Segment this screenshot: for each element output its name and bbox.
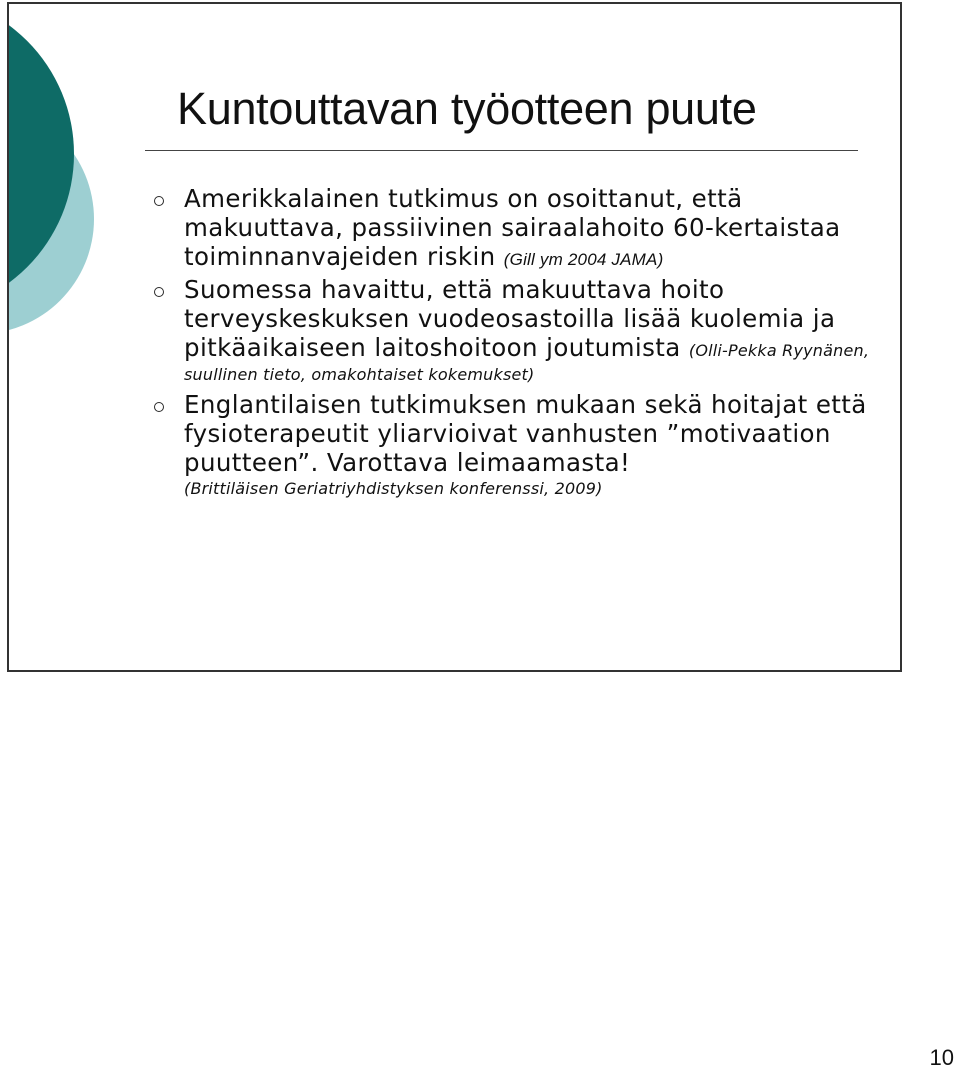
bullet-item <box>154 184 884 272</box>
hollow-circle-bullet-icon <box>154 402 164 412</box>
bullet-item <box>154 390 884 501</box>
bullet-text: Englantilaisen tutkimuksen mukaan sekä hoitajat että fysioterapeutit yliarvioivat vanhusten ”motivaation puutteen”. Varottava leimaamasta! <box>184 390 867 477</box>
bullet-list <box>154 184 884 504</box>
hollow-circle-bullet-icon <box>154 287 164 297</box>
page-number: 10 <box>929 1045 954 1070</box>
slide-title: Kuntouttavan työotteen puute <box>177 83 757 134</box>
bullet-text: Amerikkalainen tutkimus on osoittanut, että makuuttava, passiivinen sairaalahoito 60-kertaistaa toiminnanvajeiden riskin <box>184 184 841 271</box>
bullet-citation: (Gill ym 2004 JAMA) <box>503 250 664 269</box>
decorative-circles <box>9 4 119 364</box>
bullet-citation: (Olli-Pekka Ryynänen, suullinen tieto, omakohtaiset kokemukset) <box>184 341 870 384</box>
slide <box>7 2 902 672</box>
bullet-citation: (Brittiläisen Geriatriyhdistyksen konferenssi, 2009) <box>184 479 603 498</box>
bullet-item <box>154 275 884 387</box>
bullet-text: Suomessa havaittu, että makuuttava hoito terveyskeskuksen vuodeosastoilla lisää kuolemia ja pitkäaikaiseen laitoshoitoon joutumista <box>184 275 836 362</box>
title-divider <box>145 150 858 151</box>
hollow-circle-bullet-icon <box>154 196 164 206</box>
